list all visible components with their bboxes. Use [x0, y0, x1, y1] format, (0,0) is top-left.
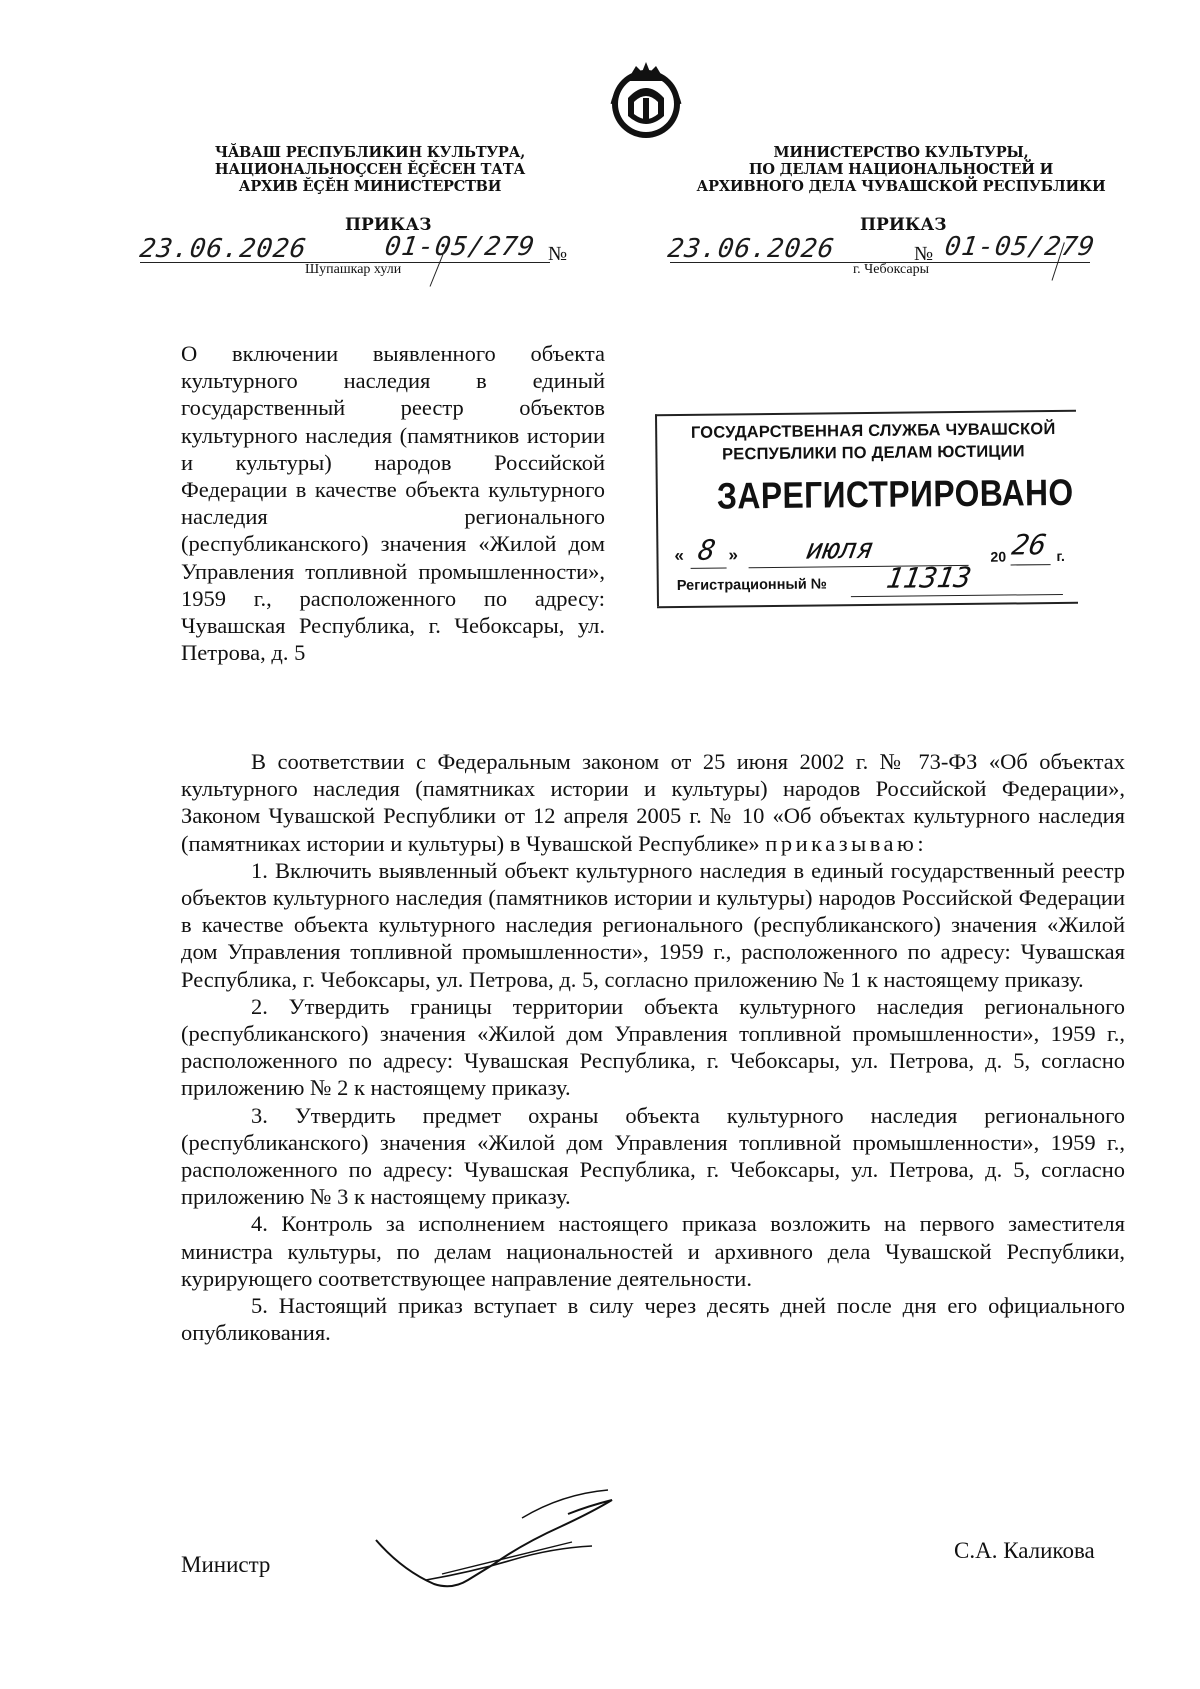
header-right-line: ПО ДЕЛАМ НАЦИОНАЛЬНОСТЕЙ И [748, 161, 1054, 178]
place-left: Шупашкар хули [305, 262, 402, 277]
header-right-line: АРХИВНОГО ДЕЛА ЧУВАШСКОЙ РЕСПУБЛИКИ [696, 178, 1106, 195]
stamp-year-prefix: 20 [990, 548, 1007, 565]
handwritten-signature [372, 1484, 622, 1594]
order-word: приказываю: [765, 830, 928, 856]
body-item: 4. Контроль за исполнением настоящего приказа возложить на первого заместителя министра культуры, по делам национальностей и архивного дела Чувашской Республики, курирующего соответствующее направление деятельности. [181, 1211, 1125, 1291]
stamp-year-line [1011, 564, 1051, 565]
stamp-agency-line: ГОСУДАРСТВЕННАЯ СЛУЖБА ЧУВАШСКОЙ [690, 420, 1056, 442]
place-right: г. Чебоксары [853, 262, 930, 277]
body-item: 3. Утвердить предмет охраны объекта культурного наследия регионального (республиканского) значения «Жилой дом Управления топливной промышленности», 1959 г., расположенного по адресу: Чувашская Республика, г. Чебоксары, ул. Петрова, д. 5, согласно приложению № 3 к настоящему приказу. [181, 1102, 1125, 1210]
order-date-left: 23.06.2026 [137, 234, 309, 264]
header-right-line: МИНИСТЕРСТВО КУЛЬТУРЫ, [773, 144, 1029, 161]
body-intro [181, 748, 1125, 857]
header-russian-name [696, 144, 1106, 195]
chuvash-emblem-icon [606, 58, 686, 142]
stamp-year-suffix: 26 [1009, 528, 1049, 562]
header-left-line: ЧĂВАШ РЕСПУБЛИКИН КУЛЬТУРА, [214, 144, 526, 161]
stamp-quote-open: « [674, 545, 685, 566]
stamp-quote-close: » [728, 545, 739, 565]
stamp-reg-number: 11313 [883, 560, 974, 595]
stamp-border-left [655, 414, 659, 606]
registration-stamp [655, 406, 1078, 612]
stamp-reg-label: Регистрационный № [676, 576, 827, 594]
number-sign-right: № [914, 243, 934, 265]
document-body [181, 748, 1125, 1346]
signer-name: С.А. Каликова [954, 1538, 1095, 1563]
stamp-day: 8 [695, 533, 719, 567]
body-intro-text: В соответствии с Федеральным законом от 25 июня 2002 г. № 73-ФЗ «Об объектах культурного наследия (памятниках истории и культуры) народов Российской Федерации», Законом Чувашской Республики от 12 апреля 2005 г. № 10 «Об объектах культурного наследия (памятниках истории и культуры) в Чувашской Республике» [181, 749, 1125, 856]
header-left-line: НАЦИОНАЛЬНОҪСЕН ĔҪĔСЕН ТАТА [214, 161, 526, 178]
prikaz-label-left: ПРИКАЗ [345, 215, 432, 235]
header-chuvash-name [200, 144, 540, 195]
number-sign-left: № [548, 243, 568, 265]
body-item: 1. Включить выявленный объект культурного наследия в единый государственный реестр объектов культурного наследия (памятников истории и культуры) народов Российской Федерации в качестве объекта культурного наследия регионального (республиканского) значения «Жилой дом Управления топливной промышленности», 1959 г., расположенного по адресу: Чувашская Республика, г. Чебоксары, ул. Петрова, д. 5, согласно приложению № 1 к настоящему приказу. [181, 857, 1125, 992]
order-number-left: 01-05/279 [382, 232, 537, 262]
stamp-registered-word: ЗАРЕГИСТРИРОВАНО [716, 471, 1074, 517]
signer-position: Министр [181, 1552, 271, 1577]
stamp-reg-line [851, 594, 1063, 597]
stamp-day-line [691, 567, 727, 568]
stamp-border-bottom [657, 602, 1078, 608]
document-title: О включении выявленного объекта культурного наследия в единый государственный реестр объектов культурного наследия (памятников истории и культуры) народов Российской Федерации в качестве объекта культурного наследия регионального (республиканского) значения «Жилой дом Управления топливной промышленности», 1959 г., расположенного по адресу: Чувашская Республика, г. Чебоксары, ул. Петрова, д. 5 [181, 341, 605, 666]
body-item: 2. Утвердить границы территории объекта культурного наследия регионального (республиканского) значения «Жилой дом Управления топливной промышленности», 1959 г., расположенного по адресу: Чувашская Республика, г. Чебоксары, ул. Петрова, д. 5, согласно приложению № 2 к настоящему приказу. [181, 993, 1125, 1101]
stamp-border-top [655, 410, 1076, 416]
stamp-agency-line: РЕСПУБЛИКИ ПО ДЕЛАМ ЮСТИЦИИ [721, 442, 1025, 464]
stamp-year-unit: г. [1056, 547, 1065, 565]
body-item: 5. Настоящий приказ вступает в силу через десять дней после дня его официального опубликования. [181, 1293, 1125, 1346]
prikaz-label-right: ПРИКАЗ [860, 215, 947, 235]
stamp-month: июля [803, 531, 877, 566]
order-date-right: 23.06.2026 [665, 234, 837, 264]
stamp-agency [673, 418, 1073, 466]
header-left-line: АРХИВ ĔҪĔН МИНИСТЕРСТВИ [238, 178, 502, 195]
stamp-date-row [656, 528, 1077, 572]
order-number-right: 01-05/279 [942, 232, 1097, 262]
